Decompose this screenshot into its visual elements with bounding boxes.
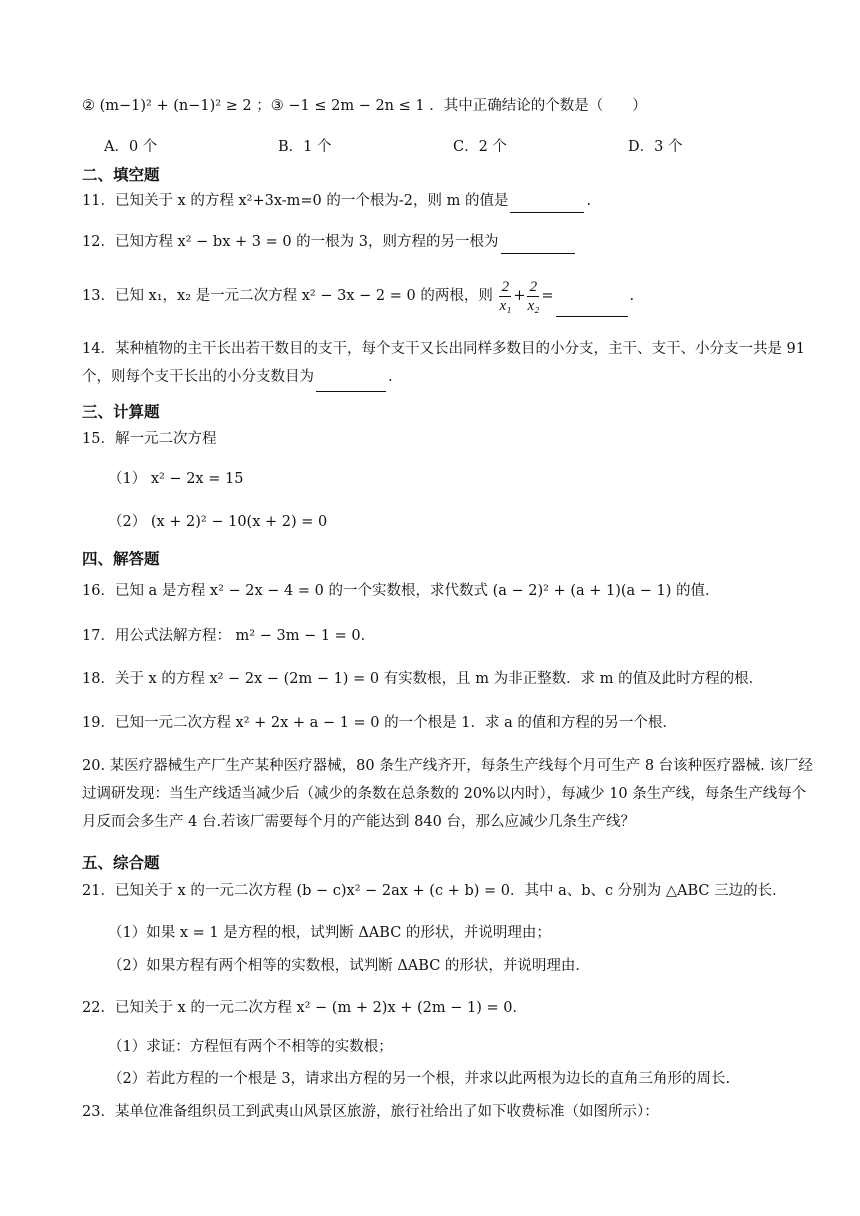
question-23: 23．某单位准备组织员工到武夷山风景区旅游，旅行社给出了如下收费标准（如图所示）： xyxy=(82,1104,659,1120)
question-11-text: 11．已知关于 x 的方程 x²+3x-m=0 的一个根为-2，则 m 的值是 xyxy=(82,193,509,209)
question-18: 18．关于 x 的方程 x² − 2x − (2m − 1) = 0 有实数根，且 m 为非正整数．求 m 的值及此时方程的根． xyxy=(82,671,764,687)
section-heading-calc: 三、计算题 xyxy=(82,403,160,421)
fraction-1-denominator: x₁ xyxy=(499,297,512,314)
question-15-part-1: （1） x² − 2x = 15 xyxy=(108,471,244,487)
question-13-text: 13．已知 x₁，x₂ 是一元二次方程 x² − 3x − 2 = 0 的两根，则 xyxy=(82,288,493,304)
question-10-conditions: ② (m−1)² + (n−1)² ≥ 2 ；③ −1 ≤ 2m − 2n ≤ 1 ．其中正确结论的个数是（ ） xyxy=(82,98,647,114)
option-d: D．3 个 xyxy=(628,139,683,155)
answer-blank-14 xyxy=(316,363,386,392)
question-22-part-2: （2）若此方程的一个根是 3，请求出方程的另一个根，并求以此两根为边长的直角三角形的周长. xyxy=(108,1071,731,1087)
answer-blank-12 xyxy=(501,231,575,254)
question-15-title: 15．解一元二次方程 xyxy=(82,431,217,447)
fraction-1-numerator: 2 xyxy=(499,278,511,297)
answer-blank-11 xyxy=(510,190,584,213)
question-11 xyxy=(82,190,820,213)
question-15-part-2: （2） (x + 2)² − 10(x + 2) = 0 xyxy=(108,514,328,530)
option-c: C．2 个 xyxy=(453,139,507,155)
question-21-part-1: （1）如果 x = 1 是方程的根，试判断 ΔABC 的形状，并说明理由； xyxy=(108,925,551,941)
question-10-continuation xyxy=(82,95,820,117)
option-a: A．0 个 xyxy=(104,139,158,155)
question-14 xyxy=(82,335,820,392)
question-13 xyxy=(82,276,820,317)
equals-sign: = xyxy=(541,288,554,304)
answer-blank-13 xyxy=(556,276,628,317)
fraction-2-numerator: 2 xyxy=(527,278,539,297)
fraction-2-denominator: x₂ xyxy=(527,297,540,314)
question-20: 20. 某医疗器械生产厂生产某种医疗器械，80 条生产线齐开，每条生产线每个月可生产 8 台该种医疗器械. 该厂经过调研发现：当生产线适当减少后（减少的条数在总条数的 20%以内时），每减少 10 条生产线，每条生产线每个月反而会多生产 4 台.若该厂需要每个月的产能达到 840 台，那么应减少几条生产线？ xyxy=(82,758,813,830)
question-13-end: . xyxy=(629,288,635,304)
question-19: 19．已知一元二次方程 x² + 2x + a − 1 = 0 的一个根是 1．求 a 的值和方程的另一个根． xyxy=(82,715,677,731)
question-21: 21．已知关于 x 的一元二次方程 (b − c)x² − 2ax + (c + b) = 0．其中 a、b、c 分别为 △ABC 三边的长． xyxy=(82,883,787,899)
question-14-text: 14．某种植物的主干长出若干数目的支干，每个支干又长出同样多数目的小分支，主干、支干、小分支一共是 91 个，则每个支干长出的小分支数目为 xyxy=(82,341,806,385)
question-21-part-2: （2）如果方程有两个相等的实数根，试判断 ΔABC 的形状，并说明理由． xyxy=(108,958,590,974)
plus-sign: + xyxy=(513,288,526,304)
question-14-end: . xyxy=(388,369,393,385)
question-22: 22．已知关于 x 的一元二次方程 x² − (m + 2)x + (2m − 1) = 0． xyxy=(82,1000,527,1016)
section-heading-answer: 四、解答题 xyxy=(82,550,160,568)
question-12 xyxy=(82,231,820,254)
question-17: 17．用公式法解方程： m² − 3m − 1 = 0． xyxy=(82,628,376,644)
question-22-part-1: （1）求证：方程恒有两个不相等的实数根； xyxy=(108,1039,393,1055)
option-b: B．1 个 xyxy=(278,139,332,155)
section-heading-fill: 二、填空题 xyxy=(82,166,160,184)
question-16: 16．已知 a 是方程 x² − 2x − 4 = 0 的一个实数根，求代数式 (a − 2)² + (a + 1)(a − 1) 的值． xyxy=(82,583,720,599)
question-12-text: 12．已知方程 x² − bx + 3 = 0 的一根为 3，则方程的另一根为 xyxy=(82,234,499,250)
fraction-2-over-x2 xyxy=(527,278,539,315)
question-11-end: . xyxy=(586,193,592,209)
fraction-2-over-x1 xyxy=(499,278,511,315)
section-heading-comprehensive: 五、综合题 xyxy=(82,854,160,872)
